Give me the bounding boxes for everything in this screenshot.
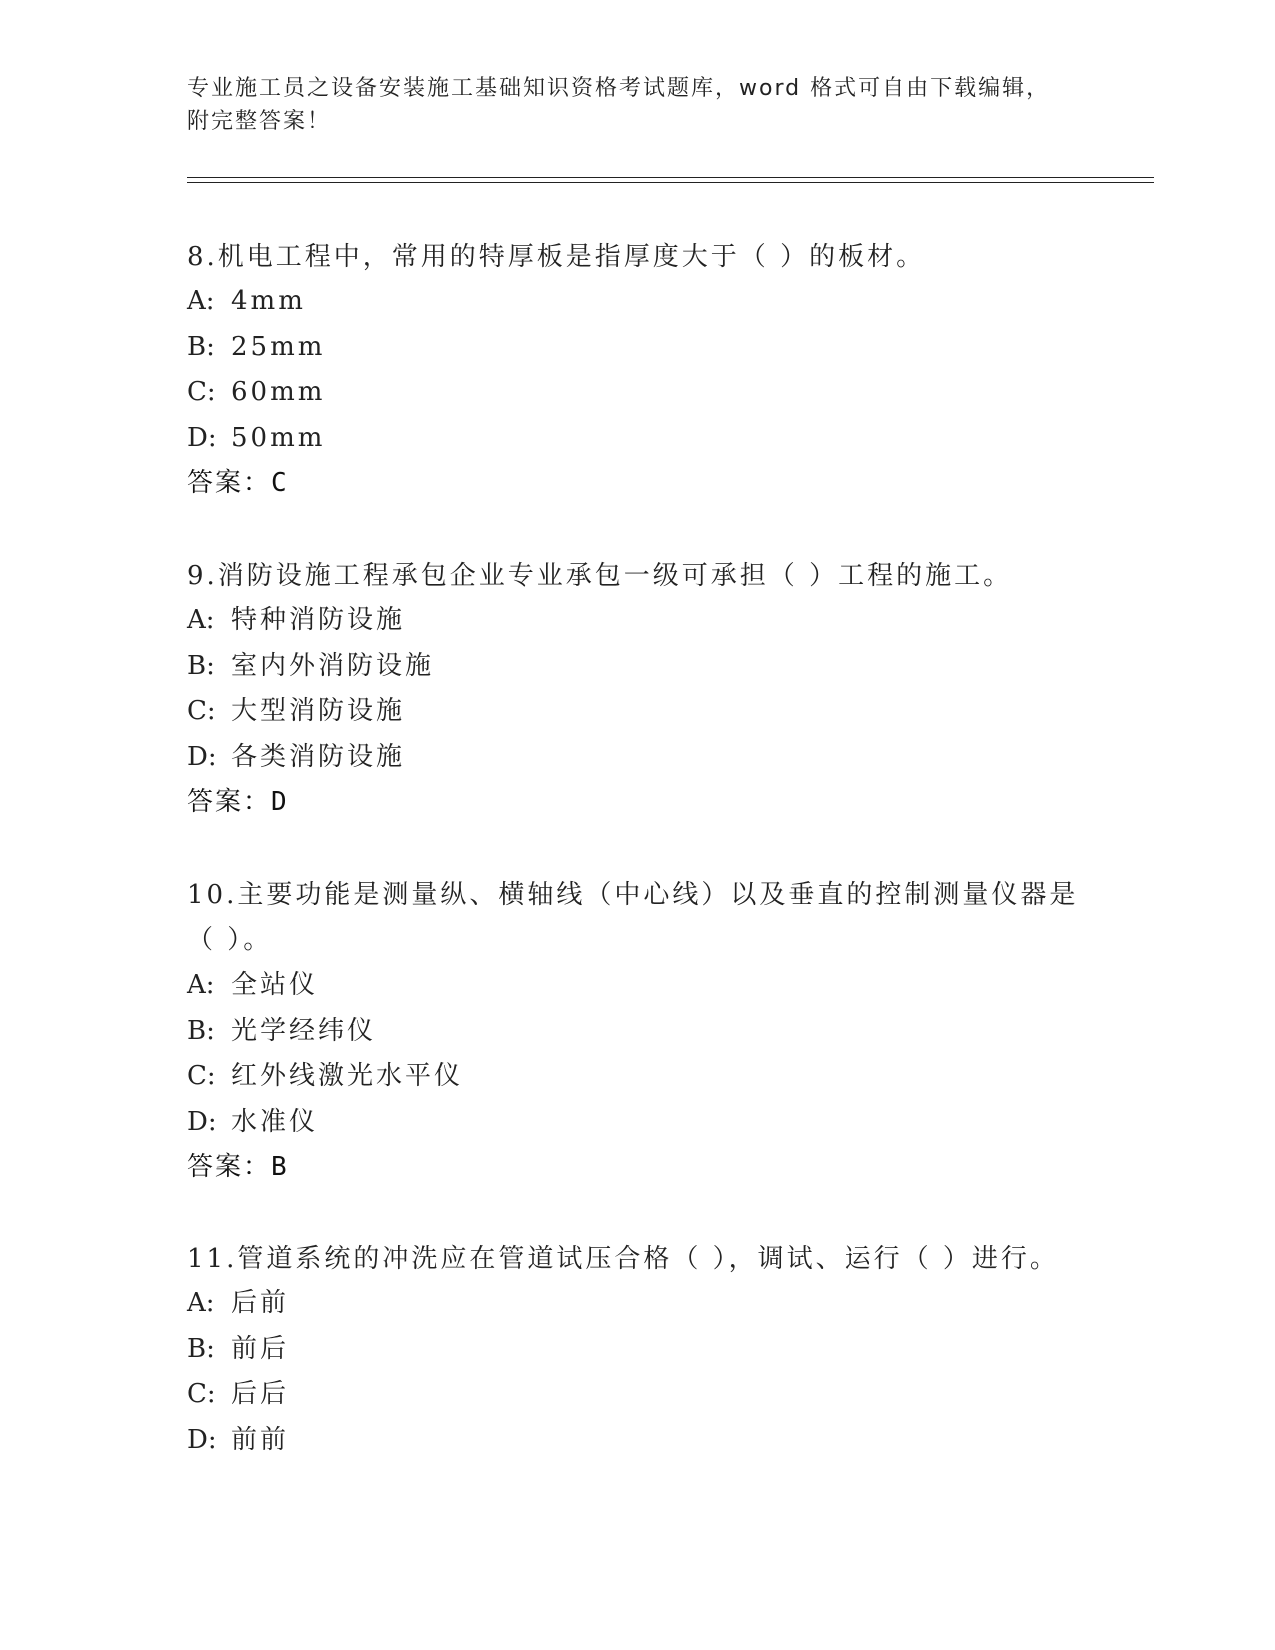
option-a (187, 598, 1117, 644)
option-key: D: (187, 422, 217, 453)
answer-value: D (271, 787, 289, 817)
option-key: A: (187, 605, 215, 635)
question-stem: 9.消防设施工程承包企业专业承包一级可承担（ ）工程的施工。 (187, 561, 1013, 591)
option-c (187, 689, 1117, 735)
option-text: 全站仪 (231, 970, 319, 1000)
document-header (187, 72, 1087, 138)
option-text: 大型消防设施 (231, 696, 406, 726)
option-text: 前后 (231, 1333, 290, 1364)
question-8 (187, 235, 1117, 506)
option-key: C: (187, 696, 216, 726)
option-key: C: (187, 1061, 216, 1091)
answer-label: 答案： (187, 787, 272, 817)
option-d (187, 1418, 1117, 1464)
option-a (187, 963, 1117, 1009)
option-key: B: (187, 1015, 215, 1046)
option-text: 各类消防设施 (231, 741, 406, 772)
question-stem: 11.管道系统的冲洗应在管道试压合格（ ），调试、运行（ ）进行。 (187, 1244, 1059, 1274)
option-key: B: (187, 1333, 215, 1364)
question-9 (187, 554, 1117, 825)
answer-label: 答案： (187, 1152, 272, 1182)
header-divider-top (187, 177, 1154, 178)
option-key: D: (187, 1424, 217, 1455)
option-text: 50mm (231, 422, 326, 453)
header-line-1: 专业施工员之设备安装施工基础知识资格考试题库，word 格式可自由下载编辑， (187, 76, 1051, 101)
option-key: A: (187, 970, 215, 1000)
question-stem: 8.机电工程中，常用的特厚板是指厚度大于（ ）的板材。 (187, 242, 926, 272)
option-a (187, 279, 1117, 325)
answer-value: C (271, 468, 289, 498)
option-text: 光学经纬仪 (231, 1015, 377, 1046)
option-b (187, 644, 1117, 690)
question-stem-line-1: 10.主要功能是测量纵、横轴线（中心线）以及垂直的控制测量仪器是 (187, 880, 1079, 910)
option-c (187, 1054, 1117, 1100)
question-stem-line-2: （ ）。 (187, 925, 273, 955)
option-c (187, 1372, 1117, 1418)
option-text: 红外线激光水平仪 (231, 1061, 464, 1091)
option-d (187, 735, 1117, 781)
option-key: C: (187, 377, 216, 407)
option-d (187, 1100, 1117, 1146)
option-key: C: (187, 1379, 216, 1409)
question-10 (187, 873, 1117, 1190)
question-stem (187, 873, 1117, 963)
option-c (187, 370, 1117, 416)
option-key: B: (187, 650, 215, 681)
option-text: 室内外消防设施 (231, 650, 435, 681)
option-b (187, 1009, 1117, 1055)
option-d (187, 416, 1117, 462)
option-key: A: (187, 286, 215, 316)
answer-line (187, 461, 1117, 506)
option-key: D: (187, 1106, 217, 1137)
option-b (187, 1327, 1117, 1373)
option-text: 4mm (231, 286, 306, 316)
option-text: 水准仪 (231, 1106, 319, 1137)
header-line-2: 附完整答案！ (187, 109, 332, 134)
option-text: 前前 (231, 1424, 290, 1455)
option-text: 25mm (231, 331, 326, 362)
option-key: B: (187, 331, 215, 362)
answer-value: B (271, 1152, 289, 1182)
question-11 (187, 1237, 1117, 1463)
option-key: A: (187, 1288, 215, 1318)
option-a (187, 1281, 1117, 1327)
option-text: 特种消防设施 (231, 605, 406, 635)
answer-line (187, 780, 1117, 825)
option-text: 后前 (231, 1288, 290, 1318)
answer-label: 答案： (187, 468, 272, 498)
header-divider-bottom (187, 182, 1154, 183)
option-text: 60mm (231, 377, 326, 407)
option-b (187, 325, 1117, 371)
option-key: D: (187, 741, 217, 772)
answer-line (187, 1145, 1117, 1190)
option-text: 后后 (231, 1379, 290, 1409)
